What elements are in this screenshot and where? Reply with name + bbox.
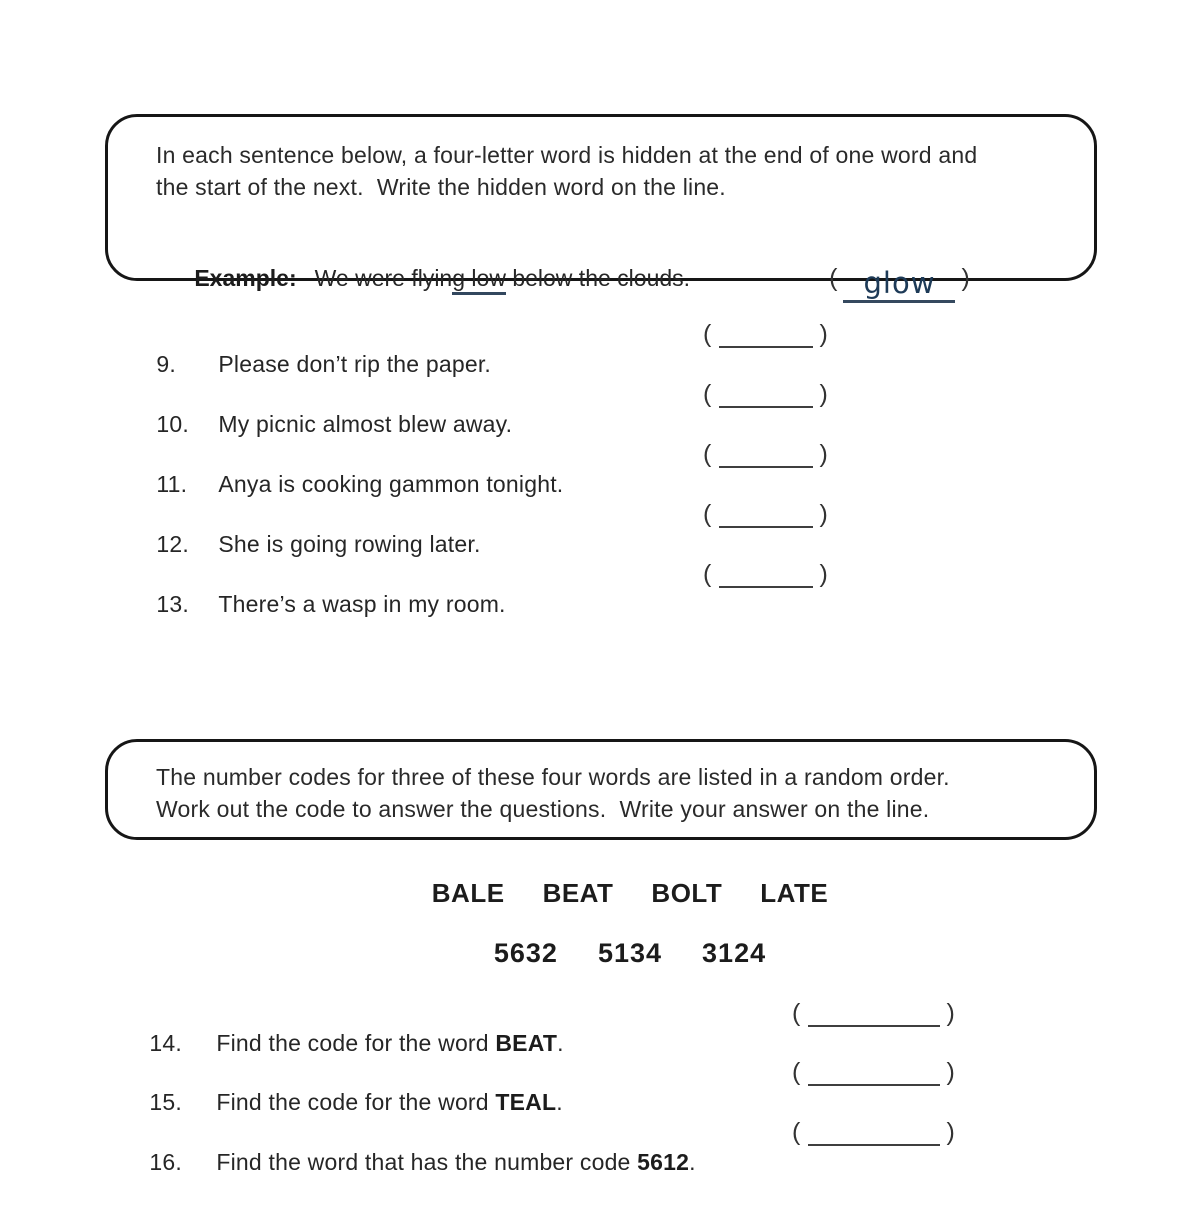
answer-line bbox=[808, 1025, 940, 1027]
question-text-post: . bbox=[689, 1149, 696, 1175]
question-number: 13. bbox=[156, 591, 189, 617]
answer-line bbox=[808, 1144, 940, 1146]
example-row bbox=[156, 233, 970, 300]
question-row-10 bbox=[130, 379, 829, 437]
answer-blank-group bbox=[703, 379, 828, 409]
example-sentence-pre: We were flyin bbox=[314, 265, 453, 291]
close-paren: ) bbox=[961, 264, 970, 292]
open-paren: ( bbox=[792, 1118, 801, 1146]
open-paren: ( bbox=[703, 320, 712, 348]
question-text: Please don’t rip the paper. bbox=[218, 351, 492, 377]
number-codes-row bbox=[60, 937, 1200, 969]
open-paren: ( bbox=[703, 560, 712, 588]
question-text: Anya is cooking gammon tonight. bbox=[218, 471, 564, 497]
question-text: Find the word that has the number code bbox=[216, 1149, 638, 1175]
answer-line bbox=[719, 526, 813, 528]
close-paren: ) bbox=[946, 1058, 956, 1086]
question-number: 11. bbox=[156, 471, 188, 497]
close-paren: ) bbox=[946, 999, 956, 1027]
answer-line bbox=[808, 1084, 940, 1086]
question-text-bold: TEAL bbox=[495, 1089, 557, 1115]
question-text: My picnic almost blew away. bbox=[218, 411, 513, 437]
answer-line bbox=[719, 346, 813, 348]
answer-blank-group bbox=[792, 1117, 955, 1147]
question-row-9 bbox=[130, 319, 829, 377]
question-text: Find the code for the word bbox=[216, 1030, 496, 1056]
instruction-box-number-codes bbox=[105, 739, 1097, 840]
answer-blank-group bbox=[703, 499, 828, 529]
instruction-line-2: the start of the next. Write the hidden word on the line. bbox=[156, 174, 726, 200]
question-text-post: . bbox=[557, 1030, 564, 1056]
answer-line bbox=[719, 586, 813, 588]
example-answer-blank bbox=[843, 268, 955, 303]
question-number: 10. bbox=[156, 411, 189, 437]
open-paren: ( bbox=[703, 500, 712, 528]
question-text: Find the code for the word bbox=[216, 1089, 496, 1115]
answer-blank-group bbox=[703, 319, 828, 349]
close-paren: ) bbox=[946, 1118, 956, 1146]
answer-blank-group bbox=[703, 559, 828, 589]
example-label: Example: bbox=[194, 265, 297, 291]
example-sentence-post: below the clouds. bbox=[505, 265, 691, 291]
instruction-box-hidden-words bbox=[105, 114, 1097, 300]
close-paren: ) bbox=[819, 320, 829, 348]
open-paren: ( bbox=[703, 380, 712, 408]
code-word: BEAT bbox=[542, 878, 614, 908]
question-row-11 bbox=[130, 439, 829, 497]
question-number: 15. bbox=[149, 1089, 182, 1115]
question-row-12 bbox=[130, 499, 829, 557]
number-code: 5632 bbox=[493, 938, 558, 968]
hidden-word-underline: g low bbox=[452, 265, 506, 295]
close-paren: ) bbox=[819, 440, 829, 468]
answer-line bbox=[719, 466, 813, 468]
number-code: 5134 bbox=[597, 938, 663, 968]
instruction-line-2: Work out the code to answer the questions. Write your answer on the line. bbox=[156, 796, 930, 822]
question-row-15 bbox=[123, 1057, 956, 1115]
close-paren: ) bbox=[819, 560, 829, 588]
question-text-bold: 5612 bbox=[637, 1149, 690, 1175]
question-row-13 bbox=[130, 559, 829, 617]
question-text-bold: BEAT bbox=[495, 1030, 558, 1056]
close-paren: ) bbox=[819, 500, 829, 528]
answer-blank-group bbox=[792, 1057, 955, 1087]
question-row-14 bbox=[123, 998, 956, 1056]
instruction-line-1: In each sentence below, a four-letter word is hidden at the end of one word and bbox=[156, 142, 978, 168]
question-number: 9. bbox=[156, 351, 176, 377]
code-word: LATE bbox=[760, 878, 829, 908]
answer-blank-group bbox=[792, 998, 955, 1028]
code-words-row bbox=[60, 877, 1200, 909]
code-word: BOLT bbox=[651, 878, 723, 908]
example-answer-text: glow bbox=[863, 266, 936, 300]
question-text: She is going rowing later. bbox=[218, 531, 481, 557]
question-row-16 bbox=[123, 1117, 956, 1175]
answer-line bbox=[719, 406, 813, 408]
example-answer-group bbox=[778, 233, 970, 333]
open-paren: ( bbox=[792, 999, 801, 1027]
close-paren: ) bbox=[819, 380, 829, 408]
open-paren: ( bbox=[829, 264, 838, 292]
question-number: 12. bbox=[156, 531, 189, 557]
number-code: 3124 bbox=[702, 938, 767, 968]
open-paren: ( bbox=[792, 1058, 801, 1086]
question-text: There’s a wasp in my room. bbox=[218, 591, 506, 617]
answer-blank-group bbox=[703, 439, 828, 469]
question-text-post: . bbox=[556, 1089, 563, 1115]
open-paren: ( bbox=[703, 440, 712, 468]
code-word: BALE bbox=[431, 878, 505, 908]
question-number: 14. bbox=[149, 1030, 182, 1056]
instruction-line-1: The number codes for three of these four words are listed in a random order. bbox=[156, 764, 950, 790]
question-number: 16. bbox=[149, 1149, 182, 1175]
